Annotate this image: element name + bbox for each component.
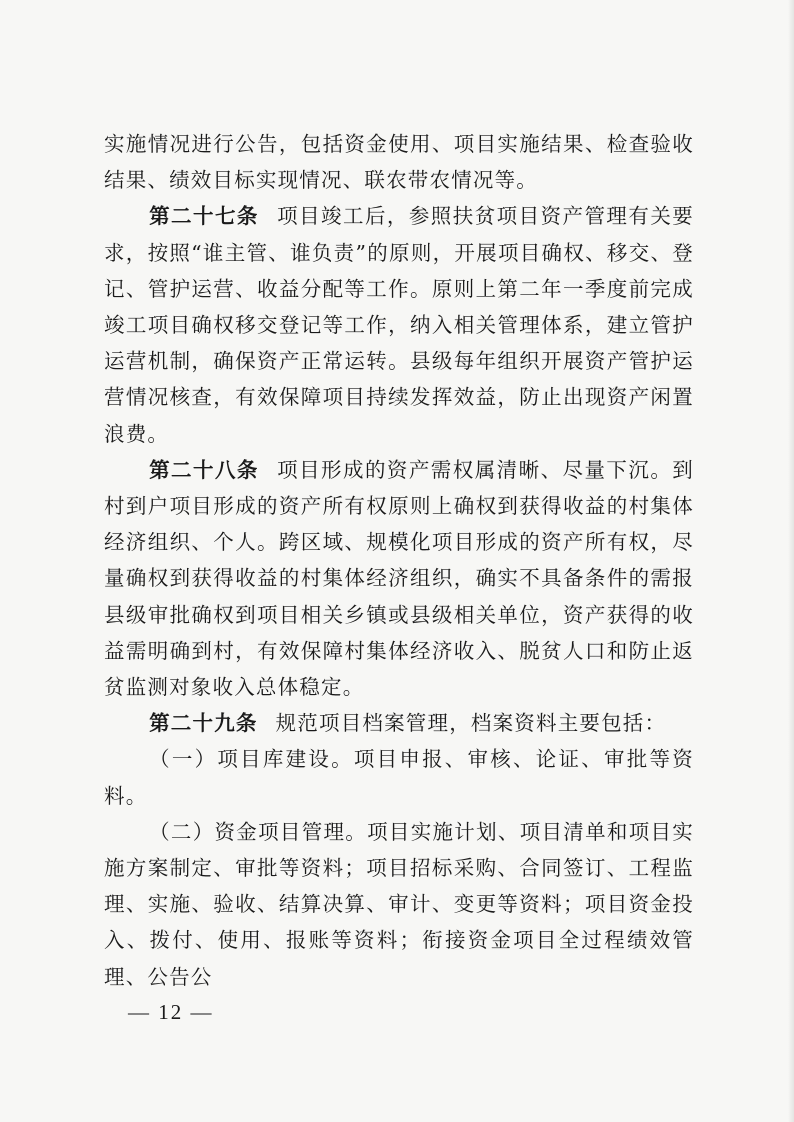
- paragraph-text: 实施情况进行公告，包括资金使用、项目实施结果、检查验收结果、绩效目标实现情况、联农带农情况等。: [104, 132, 694, 193]
- article-27: [104, 198, 694, 451]
- article-number: 第二十八条: [149, 457, 259, 482]
- article-number: 第二十九条: [149, 711, 258, 736]
- list-item-text: （一）项目库建设。项目申报、审核、论证、审批等资料。: [104, 747, 694, 808]
- body-text: [104, 126, 694, 995]
- scan-edge-shadow: [788, 0, 794, 1122]
- article-29: [104, 705, 694, 741]
- page-number: — 12 —: [128, 1000, 214, 1024]
- list-item-text: （二）资金项目管理。项目实施计划、项目清单和项目实施方案制定、审批等资料；项目招标采购、合同签订、工程监理、实施、验收、结算决算、审计、变更等资料；项目资金投入、拨付、使用、报账等资料；衔接资金项目全过程绩效管理、公告公: [104, 819, 694, 989]
- paragraph-continuation: [104, 126, 694, 198]
- list-item-2: [104, 814, 694, 995]
- article-number: 第二十七条: [149, 204, 259, 229]
- article-text: 规范项目档案管理，档案资料主要包括：: [275, 711, 667, 736]
- article-text: 项目形成的资产需权属清晰、尽量下沉。到村到户项目形成的资产所有权原则上确权到获得收益的村集体经济组织、个人。跨区域、规模化项目形成的资产所有权，尽量确权到获得收益的村集体经济组织，确实不具备条件的需报县级审批确权到项目相关乡镇或县级相关单位，资产获得的收益需明确到村，有效保障村集体经济收入、脱贫人口和防止返贫监测对象收入总体稳定。: [104, 457, 694, 700]
- article-text: 项目竣工后，参照扶贫项目资产管理有关要求，按照“谁主管、谁负责”的原则，开展项目确权、移交、登记、管护运营、收益分配等工作。原则上第二年一季度前完成竣工项目确权移交登记等工作，纳入相关管理体系，建立管护运营机制，确保资产正常运转。县级每年组织开展资产管护运营情况核查，有效保障项目持续发挥效益，防止出现资产闲置浪费。: [104, 204, 694, 446]
- list-item-1: [104, 741, 694, 813]
- article-28: [104, 452, 694, 705]
